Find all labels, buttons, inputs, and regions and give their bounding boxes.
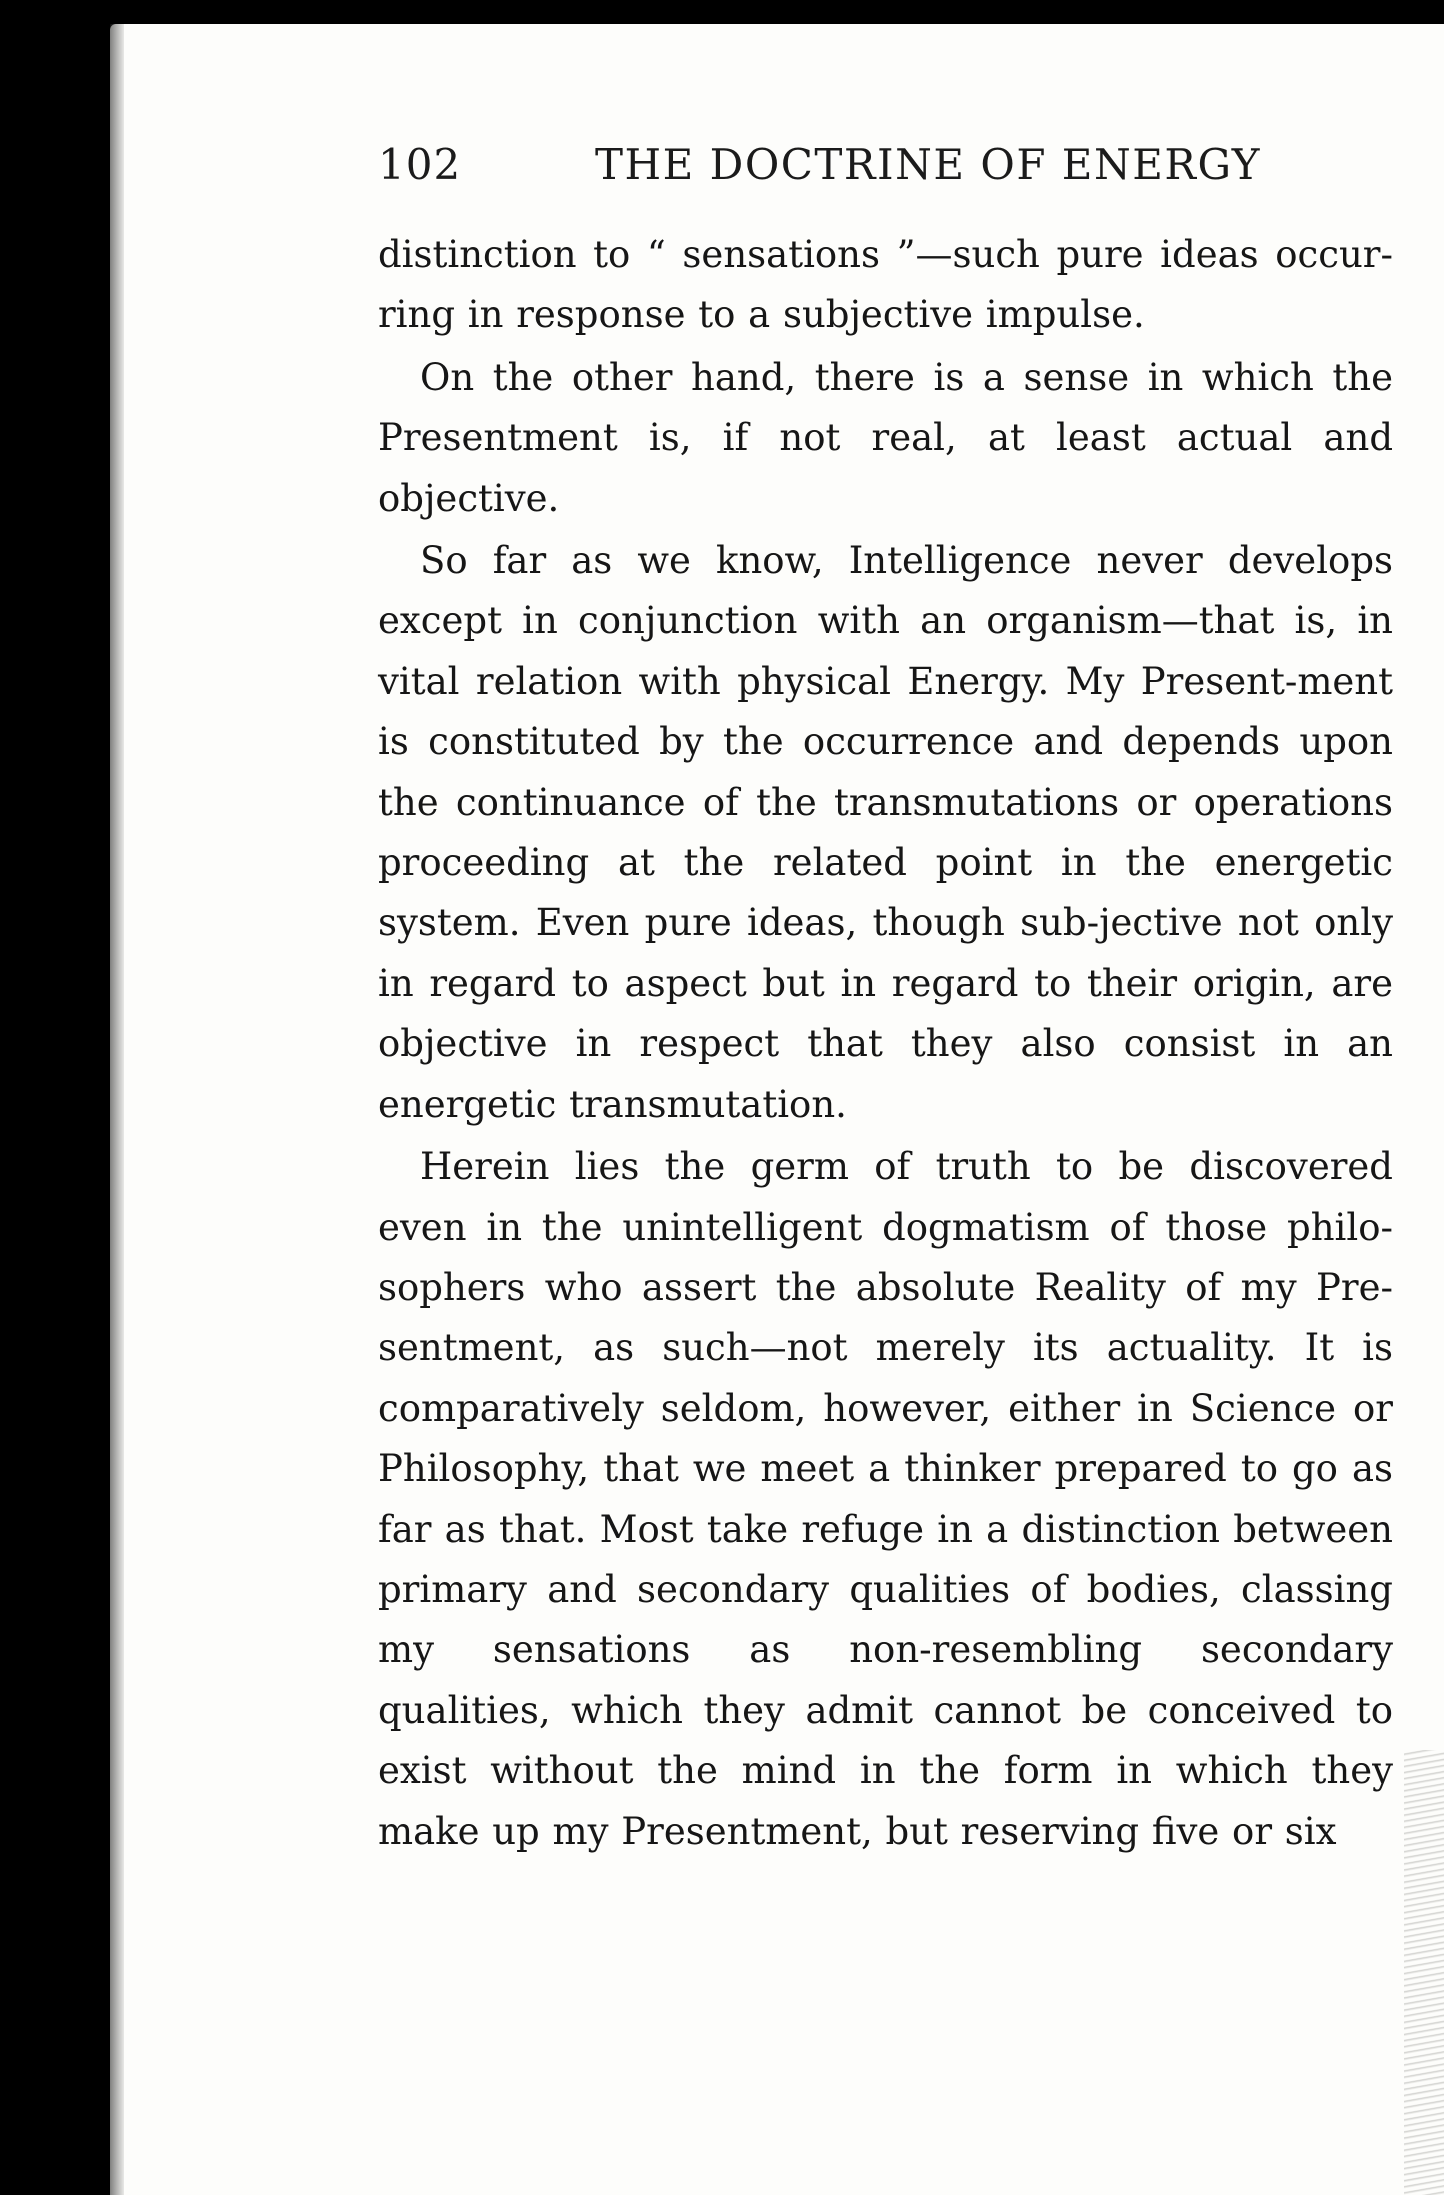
paragraph: On the other hand, there is a sense in which the Presentment is, if not real, at least actual and objective. <box>378 355 1393 520</box>
page-header <box>378 140 1278 196</box>
paragraph-continued: distinction to “ sensations ”—such pure ideas occur-ring in response to a subjective impulse. <box>378 233 1393 337</box>
page-number: 102 <box>378 140 462 189</box>
paragraph: Herein lies the germ of truth to be discovered even in the unintelligent dogmatism of those philo-sophers who assert the absolute Reality of my Pre-sentment, as such—not merely its actuality. It is comparatively seldom, however, either in Science or Philosophy, that we meet a thinker prepared to go as far as that. Most take refuge in a distinction between primary and secondary qualities of bodies, classing my sensations as non-resembling secondary qualities, which they admit cannot be conceived to exist without the mind in the form in which they make up my Presentment, but reserving five or six <box>378 1145 1393 1853</box>
paragraph: So far as we know, Intelligence never develops except in conjunction with an organism—that is, in vital relation with physical Energy. My Present-ment is constituted by the occurrence and depends upon the continuance of the transmutations or operations proceeding at the related point in the energetic system. Even pure ideas, though sub-jective not only in regard to aspect but in regard to their origin, are objective in respect that they also consist in an energetic transmutation. <box>378 539 1393 1126</box>
running-title: THE DOCTRINE OF ENERGY <box>595 140 1262 189</box>
page-body <box>378 225 1393 1864</box>
page-fore-edge <box>1404 1750 1444 2195</box>
page-gutter <box>110 24 124 2195</box>
